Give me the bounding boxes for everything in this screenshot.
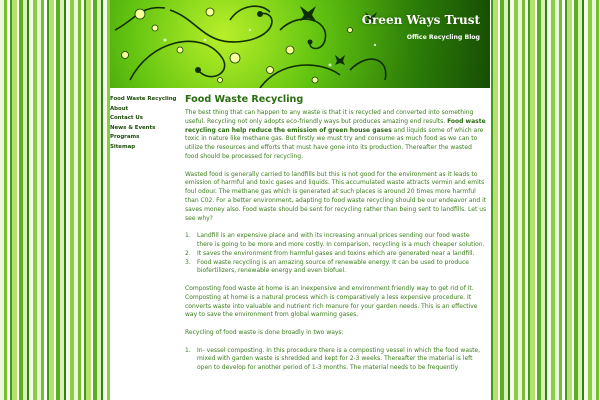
paragraph-landfill: Wasted food is generally carried to landfills but this is not good for the environment as it leads to emission of harmful and toxic gases and liquids. This accumulated waste attracts vermin and emits foul odour. The methane gas which is generated at such places is around 20 times more harmful than C02. For a better environment, adapting to food waste recycling should be our endeavor and it saves money also. Food waste should be sent for recycling rather than being sent to landfills. Let us see why?	[185, 170, 487, 222]
sidebar-nav	[110, 95, 178, 152]
list-item-text: Food waste recycling is an amazing source of renewable energy. It can be used to produce biofertilizers, renewable energy and even biofuel.	[197, 258, 469, 275]
list-item-number: 1.	[185, 232, 191, 240]
main-content	[185, 93, 487, 382]
list-item-text: It saves the environment from harmful gases and toxins which are generated near a landfill.	[197, 249, 475, 257]
site-subtitle: Office Recycling Blog	[406, 34, 480, 41]
paragraph-methods-intro: Recycling of food waste is done broadly in two ways:	[185, 328, 344, 336]
list-item	[185, 259, 487, 277]
nav-item-news-events[interactable]: News & Events	[110, 124, 156, 131]
site-title[interactable]: Green Ways Trust	[361, 13, 480, 27]
header-banner	[110, 0, 490, 88]
nav-item-about[interactable]: About	[110, 105, 129, 112]
list-item-number: 3.	[185, 258, 191, 266]
list-item-text: In- vessel composting. In this procedure there is a composting vessel in which the food waste, mixed with garden waste is shredded and kept for 2-3 weeks. Thereafter the material is left open to develop for another period of 1-3 months. The material needs to be frequently	[197, 346, 481, 372]
page-container	[110, 0, 490, 400]
list-item-number: 1.	[185, 346, 191, 354]
nav-item-sitemap[interactable]: Sitemap	[110, 143, 136, 150]
list-item-number: 2.	[185, 249, 191, 257]
highlight-text: Food waste recycling can help reduce the emission of green house gases	[185, 117, 486, 134]
list-item-text: Landfill is an expensive place and with its increasing annual prices sending our food waste there is going to be more and more costly. In comparison, recycling is a much cheaper solution.	[197, 232, 485, 248]
paragraph-intro-part1: The best thing that can happen to any waste is that it is recycled and converted into something useful. Recycling not only adopts eco-friendly ways but produces amazing end results.	[185, 109, 474, 125]
page-title: Food Waste Recycling	[185, 94, 304, 105]
methods-list	[185, 347, 487, 373]
reasons-list	[185, 232, 487, 276]
paragraph-intro	[185, 109, 487, 162]
list-item	[185, 232, 487, 250]
paragraph-intro-part2: and liquids some of which are toxic in nature like methane gas. But firstly we must try and consume as much food as we can to utilize the resources and efforts that must have gone into its production. Thereafter the wasted food should be processed for recycling.	[185, 126, 484, 160]
paragraph-composting: Composting food waste at home is an inexpensive and environment friendly way to get rid of it. Composting at home is a natural process which is comparatively a less expensive procedure. It converts waste into valuable and nutrient rich manure for your garden needs. This is an effective way to save the environment from global warming gases.	[185, 284, 478, 319]
list-item	[185, 347, 487, 373]
list-item	[185, 250, 487, 259]
nav-item-programs[interactable]: Programs	[110, 134, 140, 140]
nav-item-food-waste-recycling[interactable]: Food Waste Recycling	[110, 96, 177, 102]
nav-item-contact-us[interactable]: Contact Us	[110, 115, 143, 121]
